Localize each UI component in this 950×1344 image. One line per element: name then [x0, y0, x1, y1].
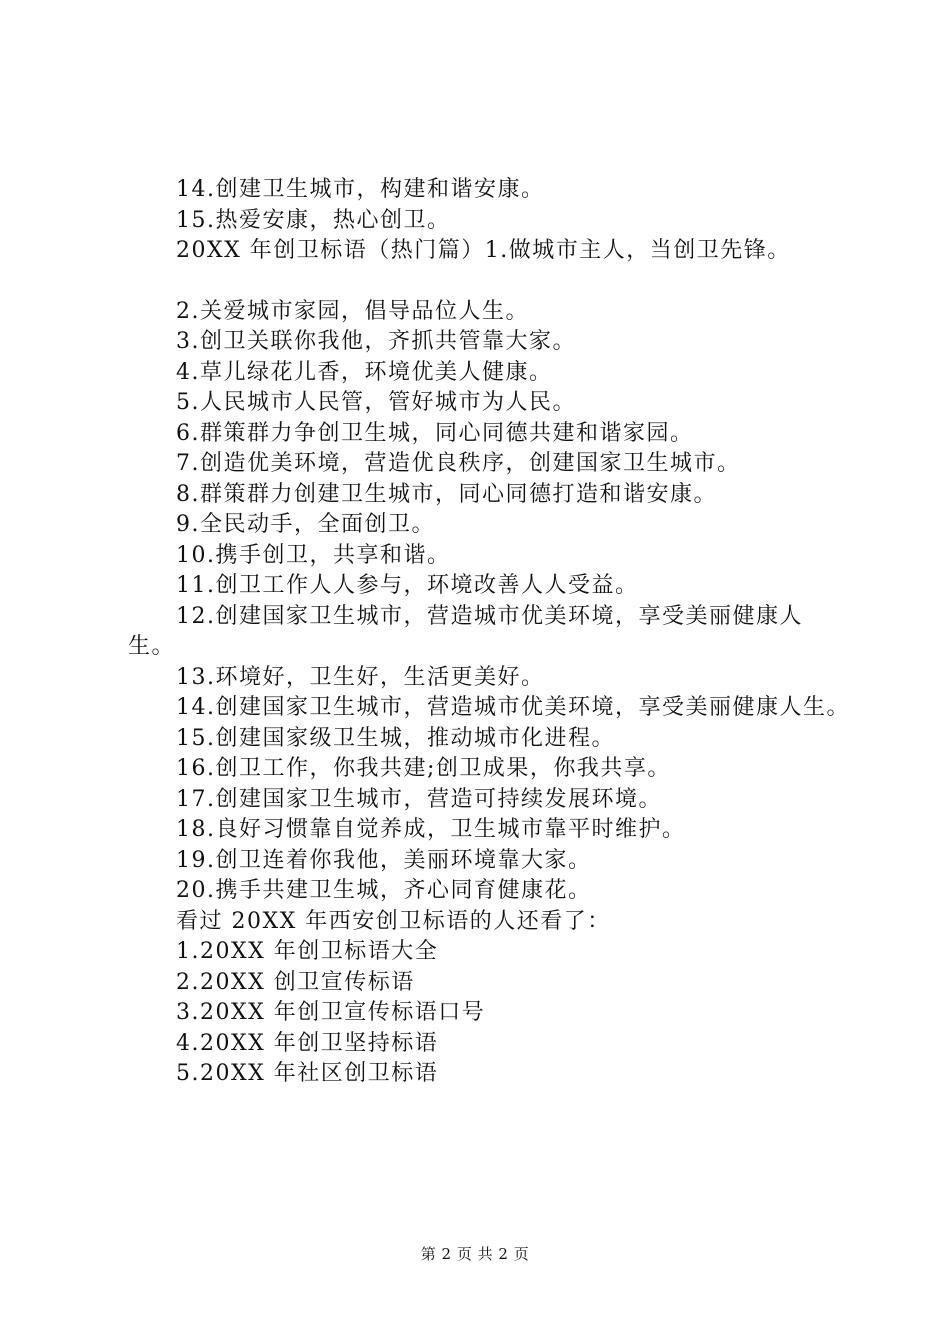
text-line: 16.创卫工作，你我共建;创卫成果，你我共享。: [176, 756, 671, 781]
text-line: 3.创卫关联你我他，齐抓共管靠大家。: [176, 329, 576, 354]
related-link[interactable]: 2.20XX 创卫宣传标语: [176, 969, 415, 995]
text-line: 20XX 年创卫标语（热门篇）1.做城市主人，当创卫先锋。: [176, 238, 791, 263]
text-line: 10.携手创卫，共享和谐。: [176, 542, 451, 568]
text-line: 6.群策群力争创卫生城，同心同德共建和谐家园。: [176, 420, 694, 446]
text-line: 14.创建国家卫生城市，营造城市优美环境，享受美丽健康人生。: [176, 695, 850, 720]
text-line: 11.创卫工作人人参与，环境改善人人受益。: [176, 573, 639, 598]
text-line: 20.携手共建卫生城，齐心同育健康花。: [176, 878, 592, 903]
text-line: 18.良好习惯靠自觉养成，卫生城市靠平时维护。: [176, 817, 686, 842]
text-line: 15.创建国家级卫生城，推动城市化进程。: [176, 725, 615, 751]
text-line: 12.创建国家卫生城市，营造城市优美环境，享受美丽健康人生。: [128, 603, 803, 659]
text-line: 2.关爱城市家园，倡导品位人生。: [176, 298, 529, 324]
text-line: 13.环境好，卫生好，生活更美好。: [176, 664, 545, 690]
text-line: 7.创造优美环境，营造优良秩序，创建国家卫生城市。: [176, 451, 741, 476]
blank-line: [128, 267, 833, 297]
text-line: 15.热爱安康，热心创卫。: [176, 207, 451, 233]
document-body: [128, 175, 850, 1090]
text-line: 4.草儿绿花儿香，环境优美人健康。: [176, 359, 553, 385]
related-link[interactable]: 4.20XX 年创卫坚持标语: [176, 1030, 439, 1056]
related-link[interactable]: 3.20XX 年创卫宣传标语口号: [176, 1000, 486, 1025]
related-link[interactable]: 1.20XX 年创卫标语大全: [176, 939, 439, 964]
text-line: 19.创卫连着你我他，美丽环境靠大家。: [176, 847, 592, 873]
text-line: 14.创建卫生城市，构建和谐安康。: [176, 177, 545, 202]
text-line: 17.创建国家卫生城市，营造可持续发展环境。: [176, 786, 662, 812]
page-number-footer: 第 2 页 共 2 页: [420, 1245, 530, 1263]
related-link[interactable]: 5.20XX 年社区创卫标语: [176, 1061, 439, 1086]
text-line: 8.群策群力创建卫生城市，同心同德打造和谐安康。: [176, 481, 717, 507]
text-line: 9.全民动手，全面创卫。: [176, 512, 435, 537]
text-line: 看过 20XX 年西安创卫标语的人还看了：: [176, 908, 611, 934]
text-line: 5.人民城市人民管，管好城市为人民。: [176, 390, 576, 415]
